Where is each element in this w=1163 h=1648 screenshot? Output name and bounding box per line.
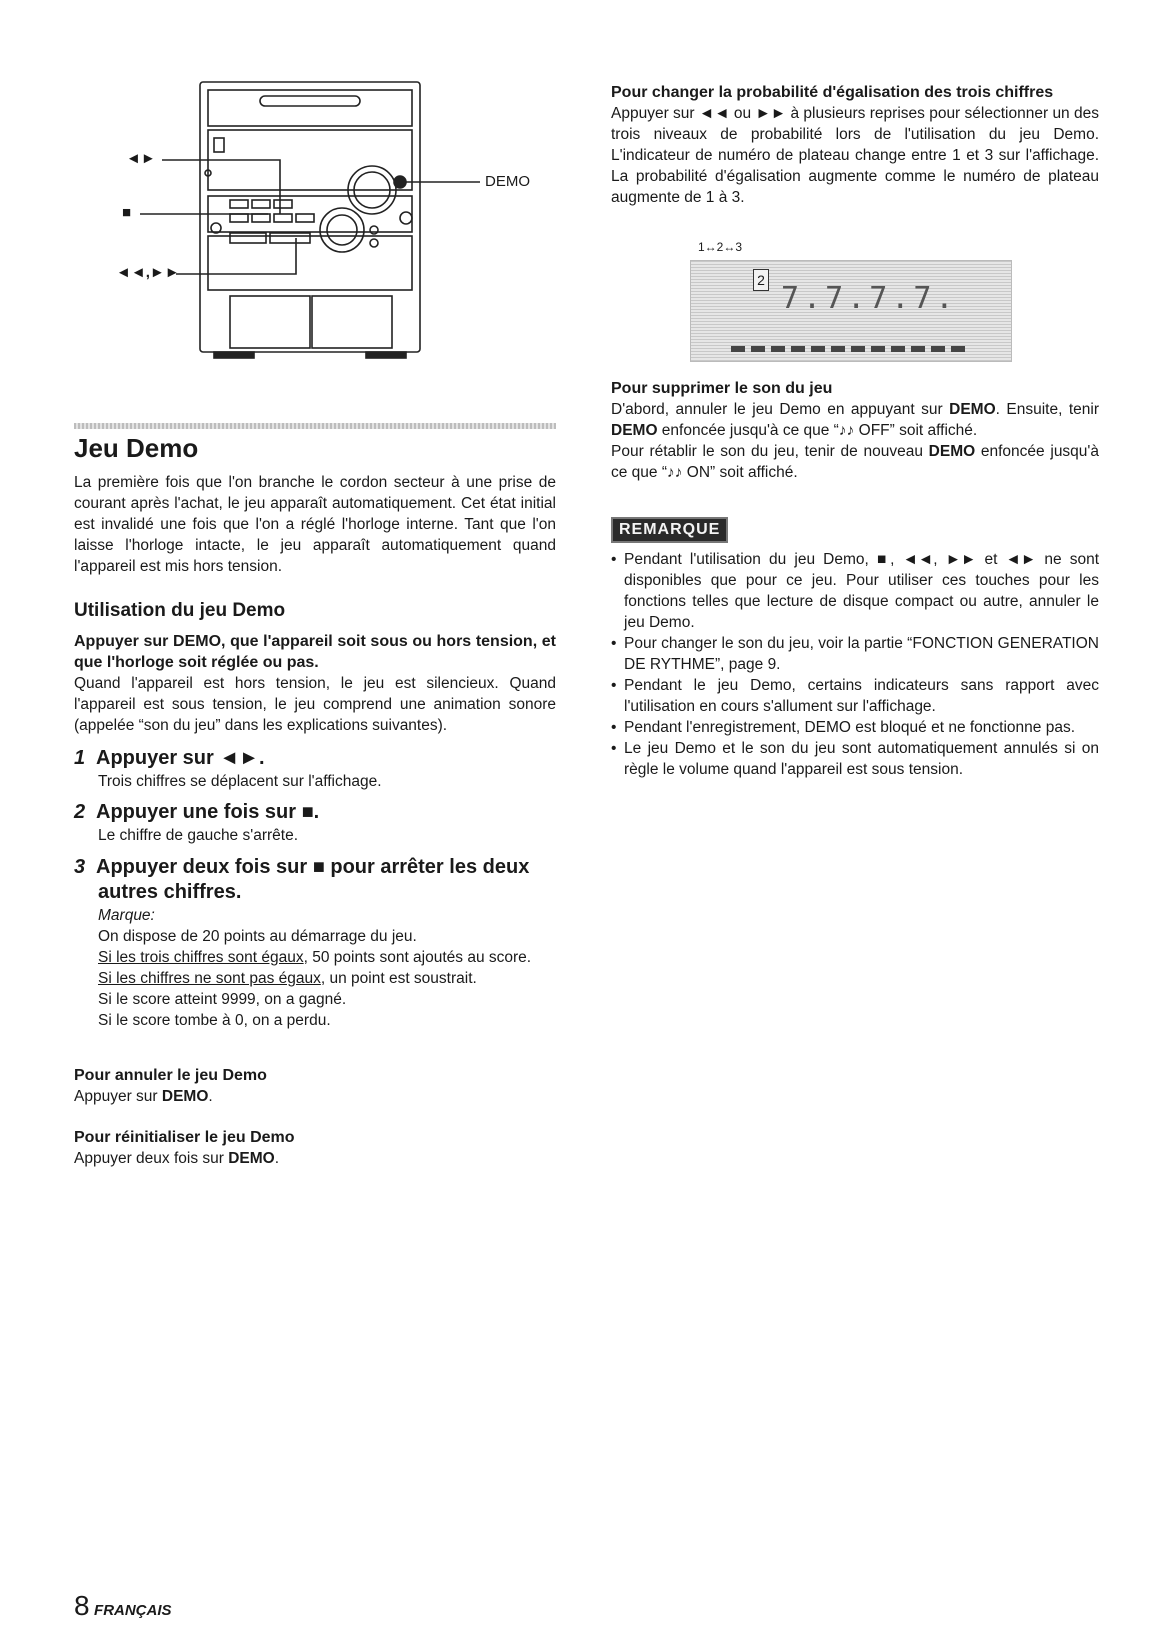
- list-item: • Pendant le jeu Demo, certains indicateurs sans rapport avec l'utilisation en cours s'allument sur l'affichage.: [611, 675, 1099, 717]
- intro-paragraph: La première fois que l'on branche le cordon secteur à une prise de courant après l'achat, le jeu apparaît automatiquement. Cet état initial est invalidé une fois que l'on a réglé l'horloge interne. Tant que l'on laisse l'horloge intacte, le jeu apparaît automatiquement quand l'appareil est mis hors tension.: [74, 474, 556, 575]
- plateau-scale: 1↔2↔3: [698, 240, 743, 254]
- score-line-4: Si le score atteint 9999, on a gagné.: [98, 991, 347, 1008]
- label-rew-ff: ◄◄,►►: [116, 264, 180, 281]
- section-rule: [74, 423, 556, 429]
- score-rules: [74, 905, 556, 1031]
- page-title: Jeu Demo: [74, 433, 199, 463]
- lcd-panel: [690, 260, 1012, 362]
- device-figure: [110, 78, 530, 378]
- list-item: • Pendant l'utilisation du jeu Demo, ■, ◄◄, ►► et ◄► ne sont disponibles que pour ce jeu. Pour utiliser ces touches pour les fonctions telles que lecture de disque compact ou autre, annuler le jeu Demo.: [611, 549, 1099, 633]
- step-text: Trois chiffres se déplacent sur l'affichage.: [98, 773, 382, 790]
- step-number: 3: [74, 856, 86, 878]
- plateau-digit: 2: [753, 269, 769, 291]
- reset-section: [74, 1127, 556, 1169]
- score-line-2: Si les trois chiffres sont égaux, 50 points sont ajoutés au score.: [98, 949, 532, 966]
- sound-section: [611, 378, 1099, 483]
- score-line-3: Si les chiffres ne sont pas égaux, un point est soustrait.: [98, 970, 477, 987]
- usage-explanation: Quand l'appareil est hors tension, le jeu est silencieux. Quand l'appareil est sous tension, le jeu comprend une animation sonore (appelée “son du jeu” dans les explications suivantes).: [74, 675, 556, 734]
- page-language: FRANÇAIS: [94, 1602, 172, 1619]
- reset-text: Appuyer deux fois sur DEMO.: [74, 1150, 280, 1167]
- lcd-display-figure: [690, 240, 1010, 365]
- stereo-illustration: [110, 78, 530, 378]
- lcd-indicator-bar: [731, 346, 971, 352]
- section-heading-usage: Utilisation du jeu Demo: [74, 600, 286, 621]
- label-play-pause: ◄►: [126, 150, 156, 167]
- step-title: Appuyer une fois sur ■.: [96, 801, 320, 823]
- label-demo: DEMO: [485, 173, 530, 190]
- reset-heading: Pour réinitialiser le jeu Demo: [74, 1129, 295, 1146]
- score-line-1: On dispose de 20 points au démarrage du jeu.: [98, 928, 417, 945]
- label-stop: ■: [122, 204, 132, 221]
- probability-text: Appuyer sur ◄◄ ou ►► à plusieurs reprises pour sélectionner un des trois niveaux de probabilité lors de l'utilisation du jeu Demo. L'indicateur de numéro de plateau change entre 1 et 3 sur l'affichage. La probabilité d'égalisation augmente comme le numéro de plateau augmente de 1 à 3.: [611, 105, 1099, 206]
- step-text: Le chiffre de gauche s'arrête.: [98, 827, 298, 844]
- cancel-heading: Pour annuler le jeu Demo: [74, 1067, 267, 1084]
- cancel-section: [74, 1065, 556, 1107]
- probability-section: [611, 82, 1099, 208]
- list-item: • Pour changer le son du jeu, voir la partie “FONCTION GENERATION DE RYTHME”, page 9.: [611, 633, 1099, 675]
- step-title-line2: autres chiffres.: [98, 881, 242, 903]
- list-item: • Pendant l'enregistrement, DEMO est bloqué et ne fonctionne pas.: [611, 717, 1099, 738]
- score-line-5: Si le score tombe à 0, on a perdu.: [98, 1012, 331, 1029]
- step-number: 2: [74, 801, 86, 823]
- page-number: 8: [74, 1590, 90, 1621]
- sound-text-2: Pour rétablir le son du jeu, tenir de nouveau DEMO enfoncée jusqu'à ce que “♪♪ ON” soit affiché.: [611, 443, 1100, 481]
- remarque-section: [611, 517, 1099, 780]
- remarque-list: [611, 549, 1099, 780]
- step-2: [74, 800, 556, 846]
- sound-heading: Pour supprimer le son du jeu: [611, 380, 833, 397]
- step-number: 1: [74, 747, 86, 769]
- step-title-line1: Appuyer deux fois sur ■ pour arrêter les deux: [96, 856, 530, 878]
- remarque-badge: REMARQUE: [611, 517, 728, 543]
- score-label: Marque:: [98, 907, 155, 924]
- lcd-digits: 7.7.7.7.: [781, 281, 958, 316]
- cancel-text: Appuyer sur DEMO.: [74, 1088, 213, 1105]
- list-item: • Le jeu Demo et le son du jeu sont automatiquement annulés si on règle le volume quand l'appareil est sous tension.: [611, 738, 1099, 780]
- step-3: [74, 855, 556, 1031]
- usage-instruction: Appuyer sur DEMO, que l'appareil soit sous ou hors tension, et que l'horloge soit réglée ou pas.: [74, 633, 556, 671]
- step-1: [74, 746, 556, 792]
- probability-heading: Pour changer la probabilité d'égalisation des trois chiffres: [611, 84, 1054, 101]
- step-title: Appuyer sur ◄►.: [96, 747, 265, 769]
- page-footer: [74, 1590, 172, 1622]
- sound-text-1: D'abord, annuler le jeu Demo en appuyant sur DEMO. Ensuite, tenir DEMO enfoncée jusqu'à ce que “♪♪ OFF” soit affiché.: [611, 401, 1100, 439]
